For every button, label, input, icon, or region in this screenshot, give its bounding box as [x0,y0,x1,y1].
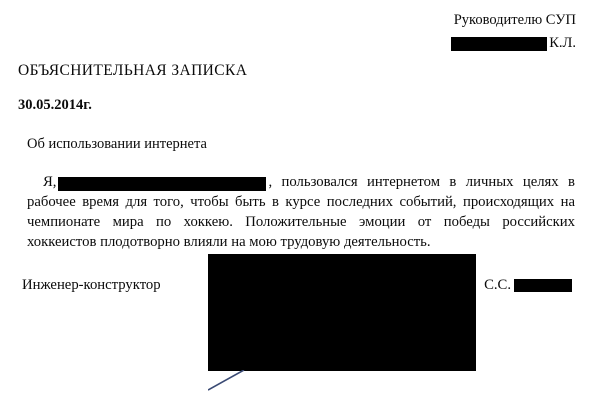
redaction-author-name [58,177,266,191]
body-lead: Я, [43,174,57,190]
redaction-large-block [208,254,476,371]
document-subject: Об использовании интернета [27,136,207,152]
document-date: 30.05.2014г. [18,97,92,113]
redaction-signer-name [514,279,572,292]
redaction-addressee-name [451,37,547,51]
addressee-line-1: Руководителю СУП [453,12,576,28]
body-text: , пользовался интернетом в личных целях в рабочее время для того, чтобы быть в курсе последних событий, происходящих на чемпионате мира по хоккею. Положительные эмоции от победы российских хоккеистов плодотворно влияли на мою трудовую деятельность. [27,174,575,251]
addressee-block [451,10,576,54]
document-body [27,172,575,253]
signature-stroke [208,370,246,392]
signer-initials-block [484,277,578,294]
signer-position: Инженер-конструктор [22,277,161,293]
addressee-line-2 [451,33,576,54]
document-title: ОБЪЯСНИТЕЛЬНАЯ ЗАПИСКА [18,62,248,79]
signer-initials: С.С. [484,277,511,293]
addressee-initials: К.Л. [549,35,576,52]
